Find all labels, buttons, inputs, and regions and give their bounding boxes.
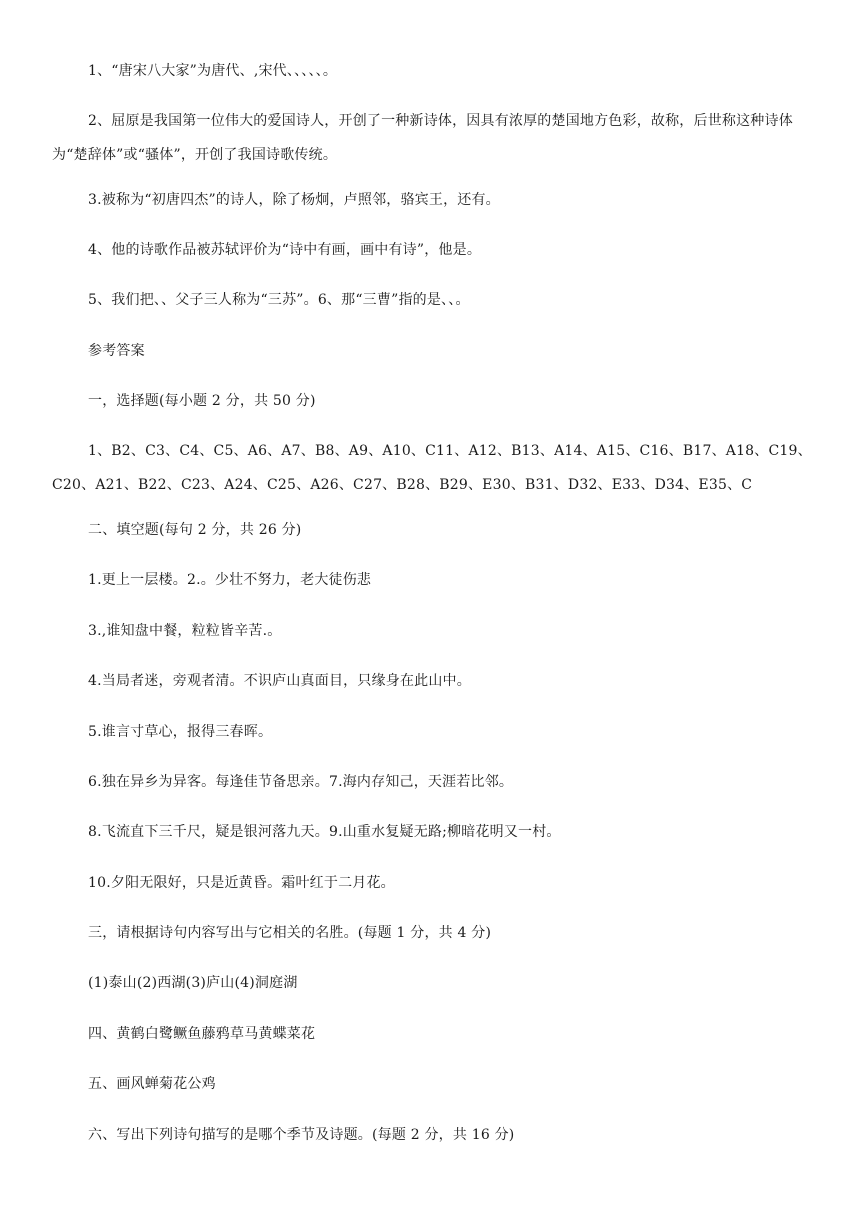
paragraph-q2: 2、屈原是我国第一位伟大的爱国诗人，开创了一种新诗体，因具有浓厚的楚国地方色彩，故称，后世称这种诗体为“楚辞体”或“骚体”，开创了我国诗歌传统。	[52, 113, 793, 163]
section-3-answers: (1)泰山(2)西湖(3)庐山(4)洞庭湖	[88, 975, 298, 991]
paragraph-q5-q6: 5、我们把、、父子三人称为“三苏”。6、那“三曹”指的是、、。	[88, 292, 470, 308]
section-4-answers: 四、黄鹤白鹭鳜鱼藤鸦草马黄蝶菜花	[88, 1026, 316, 1042]
section-2-answer-5: 5.谁言寸草心，报得三春晖。	[88, 724, 273, 740]
section-1-answers: 1、B2、C3、C4、C5、A6、A7、B8、A9、A10、C11、A12、B13、A14、A15、C16、B17、A18、C19、C20、A21、B22、C23、A24、C25、A26、C27、B28、B29、E30、B31、D32、E33、D34、E35、C	[52, 443, 812, 493]
paragraph-q1: 1、“唐宋八大家”为唐代、,宋代、、、、、。	[88, 63, 338, 79]
section-6-heading: 六、写出下列诗句描写的是哪个季节及诗题。(每题 2 分，共 16 分)	[88, 1127, 515, 1143]
section-1-heading: 一，选择题(每小题 2 分，共 50 分)	[88, 393, 316, 409]
section-2-answer-6-7: 6.独在异乡为异客。每逢佳节备思亲。7.海内存知己，天涯若比邻。	[88, 774, 514, 790]
section-2-answer-10: 10.夕阳无限好，只是近黄昏。霜叶红于二月花。	[88, 875, 395, 891]
paragraph-q3: 3.被称为“初唐四杰”的诗人，除了杨炯，卢照邻，骆宾王，还有。	[88, 192, 500, 208]
section-2-heading: 二、填空题(每句 2 分，共 26 分)	[88, 522, 302, 538]
section-2-answer-8-9: 8.飞流直下三千尺，疑是银河落九天。9.山重水复疑无路;柳暗花明又一村。	[88, 824, 561, 840]
section-2-answer-1-2: 1.更上一层楼。2.。少壮不努力，老大徒伤悲	[88, 572, 372, 588]
section-3-heading: 三，请根据诗句内容写出与它相关的名胜。(每题 1 分，共 4 分)	[88, 925, 492, 941]
paragraph-q4: 4、他的诗歌作品被苏轼评价为“诗中有画，画中有诗”，他是。	[88, 242, 482, 258]
section-2-answer-4: 4.当局者迷，旁观者清。不识庐山真面目，只缘身在此山中。	[88, 673, 471, 689]
section-2-answer-3: 3.,谁知盘中餐，粒粒皆辛苦.。	[88, 623, 282, 639]
section-5-answers: 五、画风蝉菊花公鸡	[88, 1076, 216, 1092]
answer-key-heading: 参考答案	[88, 343, 145, 359]
